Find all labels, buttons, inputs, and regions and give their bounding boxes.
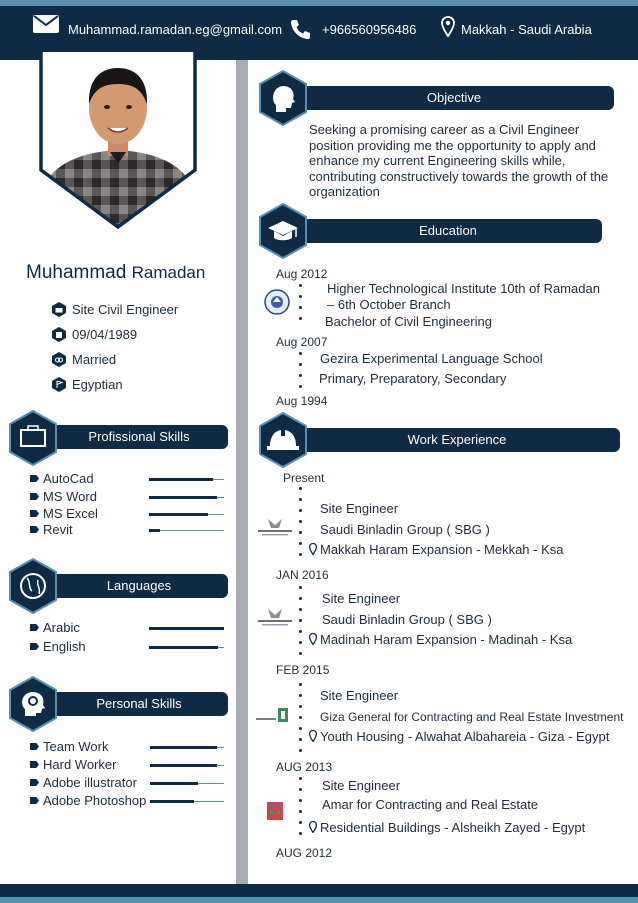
- language-label: Arabic: [43, 620, 80, 635]
- personal-skill-level-bar: [150, 747, 224, 748]
- job-title: Site Engineer: [322, 591, 401, 606]
- professional-skill-level-bar: [149, 514, 224, 515]
- info-marital-status: Married: [52, 352, 116, 367]
- timeline-dots: [299, 487, 302, 564]
- professional-skill-label: MS Word: [43, 489, 97, 504]
- graduation-cap-icon: [258, 203, 308, 259]
- professional-skill-level-bar: [149, 497, 224, 498]
- job-title: Site Engineer: [320, 688, 399, 703]
- professional-skill-level-fill: [149, 513, 208, 516]
- work-experience-header: Work Experience: [294, 428, 620, 452]
- briefcase-hex-icon: [52, 302, 66, 317]
- professional-skill-level-fill: [149, 496, 217, 499]
- language-level-bar: [149, 628, 224, 629]
- professional-skill-item: [30, 506, 98, 521]
- language-item: [30, 639, 86, 654]
- personal-skill-item: [30, 757, 116, 772]
- school-levels: Primary, Preparatory, Secondary: [319, 371, 507, 386]
- education-date-2: Aug 2007: [276, 335, 328, 349]
- job-project: [309, 632, 572, 647]
- personal-skill-item: [30, 739, 109, 754]
- flag-hex-icon: [52, 377, 66, 392]
- language-level-bar: [149, 647, 224, 648]
- education-date-3: Aug 1994: [276, 394, 328, 408]
- objective-text-line: contributing constructively towards the growth of the: [309, 169, 609, 184]
- job-project-label: Makkah Haram Expansion - Mekkah - Ksa: [320, 542, 564, 557]
- university-name: Higher Technological Institute 10th of Ramadan: [327, 281, 600, 296]
- location-pin-icon: [309, 730, 317, 742]
- objective-header: Objective: [294, 86, 614, 110]
- languages-header: Languages: [50, 574, 228, 598]
- objective-text-line: position providing me the opportunity to apply and: [309, 138, 596, 153]
- toolbox-icon: [8, 410, 58, 466]
- timeline-dots: [299, 352, 302, 396]
- head-profile-icon: [258, 70, 308, 126]
- bullet-tag-icon: [30, 797, 39, 804]
- giza-general-logo-icon: [254, 706, 292, 726]
- bullet-tag-icon: [30, 526, 39, 533]
- info-birth-date: 09/04/1989: [52, 327, 137, 342]
- header-bar: [0, 0, 638, 60]
- column-divider: [236, 60, 248, 884]
- language-item: [30, 620, 80, 635]
- bullet-tag-icon: [30, 643, 39, 650]
- personal-skill-item: [30, 775, 137, 790]
- email-icon: [33, 15, 59, 33]
- education-header: Education: [294, 219, 602, 243]
- full-name: [26, 262, 205, 284]
- sbg-logo-icon: [256, 606, 294, 628]
- personal-skill-level-fill: [150, 800, 194, 803]
- language-label: English: [43, 639, 86, 654]
- job-project-label: Youth Housing - Alwahat Albahareia - Giza - Egypt: [320, 729, 610, 744]
- work-date-3: FEB 2015: [276, 663, 330, 677]
- professional-skill-item: [30, 471, 94, 486]
- last-name: Ramadan: [131, 263, 206, 282]
- bullet-tag-icon: [30, 493, 39, 500]
- header-stripe: [0, 0, 638, 6]
- personal-skill-level-bar: [150, 801, 224, 802]
- professional-skill-label: MS Excel: [43, 506, 98, 521]
- school-name: Gezira Experimental Language School: [320, 351, 543, 366]
- professional-skills-header: Profissional Skills: [50, 425, 228, 449]
- personal-skill-item: [30, 793, 146, 808]
- amar-logo-icon: [265, 799, 285, 821]
- professional-skill-level-bar: [149, 530, 224, 531]
- info-nationality: Egyptian: [52, 377, 123, 392]
- professional-skill-label: Revit: [43, 522, 73, 537]
- location-pin-icon: [309, 633, 317, 645]
- job-project-label: Madinah Haram Expansion - Madinah - Ksa: [320, 632, 573, 647]
- work-date-5: AUG 2012: [276, 846, 333, 860]
- personal-skill-label: Adobe Photoshop: [43, 793, 147, 808]
- bullet-tag-icon: [30, 475, 39, 482]
- personal-skills-header: Personal Skills: [50, 692, 228, 716]
- location-pin-icon: [441, 16, 455, 38]
- degree: Bachelor of Civil Engineering: [325, 314, 492, 329]
- bullet-tag-icon: [30, 510, 39, 517]
- job-title: Site Engineer: [322, 778, 401, 793]
- personal-skill-level-fill: [150, 782, 198, 785]
- professional-skill-level-bar: [149, 479, 224, 480]
- university-seal-icon: [264, 289, 290, 315]
- location-pin-icon: [309, 543, 317, 555]
- job-title: Site Engineer: [320, 501, 399, 516]
- personal-skill-label: Adobe illustrator: [43, 775, 137, 790]
- timeline-dots: [299, 777, 302, 843]
- hard-hat-icon: [258, 412, 308, 468]
- work-date-1: Present: [283, 471, 325, 485]
- bullet-tag-icon: [30, 761, 39, 768]
- education-date-1: Aug 2012: [276, 267, 328, 281]
- bullet-tag-icon: [30, 624, 39, 631]
- footer-stripe: [0, 897, 638, 903]
- footer-bar: [0, 884, 638, 903]
- timeline-dots: [299, 586, 302, 663]
- bullet-tag-icon: [30, 779, 39, 786]
- professional-skill-label: AutoCad: [43, 471, 94, 486]
- head-gear-icon: [8, 676, 58, 732]
- job-project-label: Residential Buildings - Alsheikh Zayed - Egypt: [320, 820, 586, 835]
- work-date-2: JAN 2016: [276, 568, 329, 582]
- personal-skill-level-bar: [150, 783, 224, 784]
- personal-skill-level-bar: [150, 765, 224, 766]
- timeline-dots: [299, 683, 302, 760]
- info-job-title: Site Civil Engineer: [52, 302, 178, 317]
- job-project: [309, 820, 585, 835]
- objective-text-line: Seeking a promising career as a Civil Engineer: [309, 122, 580, 137]
- location-pin-icon: [309, 821, 317, 833]
- job-project: [309, 729, 609, 744]
- personal-skill-level-fill: [150, 746, 217, 749]
- profile-photo: [38, 52, 198, 230]
- personal-skill-label: Hard Worker: [43, 757, 117, 772]
- university-branch: – 6th October Branch: [327, 297, 451, 312]
- personal-skill-label: Team Work: [43, 739, 109, 754]
- professional-skill-item: [30, 522, 73, 537]
- first-name: Muhammad: [26, 262, 127, 283]
- contact-phone[interactable]: +966560956486: [322, 22, 417, 37]
- calendar-hex-icon: [52, 327, 66, 342]
- objective-text-line: enhance my current Engineering skills while,: [309, 153, 566, 168]
- work-date-4: AUG 2013: [276, 760, 333, 774]
- personal-skill-level-fill: [150, 764, 217, 767]
- bullet-tag-icon: [30, 743, 39, 750]
- professional-skill-level-fill: [149, 529, 160, 532]
- job-company: Saudi Binladin Group ( SBG ): [320, 522, 490, 537]
- contact-location: Makkah - Saudi Arabia: [461, 22, 592, 37]
- rings-hex-icon: [52, 352, 66, 367]
- sbg-logo-icon: [256, 516, 294, 538]
- job-company: Amar for Contracting and Real Estate: [322, 797, 539, 812]
- contact-email[interactable]: Muhammad.ramadan.eg@gmail.com: [68, 22, 283, 37]
- professional-skill-level-fill: [149, 478, 213, 481]
- language-level-fill: [149, 646, 218, 649]
- professional-skill-item: [30, 489, 97, 504]
- objective-text-line: organization: [309, 184, 380, 199]
- phone-icon: [289, 18, 311, 40]
- timeline-dots: [299, 284, 302, 328]
- job-project: [309, 542, 563, 557]
- language-level-fill: [149, 627, 224, 630]
- globe-icon: [8, 558, 58, 614]
- job-company: Saudi Binladin Group ( SBG ): [322, 612, 492, 627]
- job-company: Giza General for Contracting and Real Estate Investment: [320, 710, 624, 724]
